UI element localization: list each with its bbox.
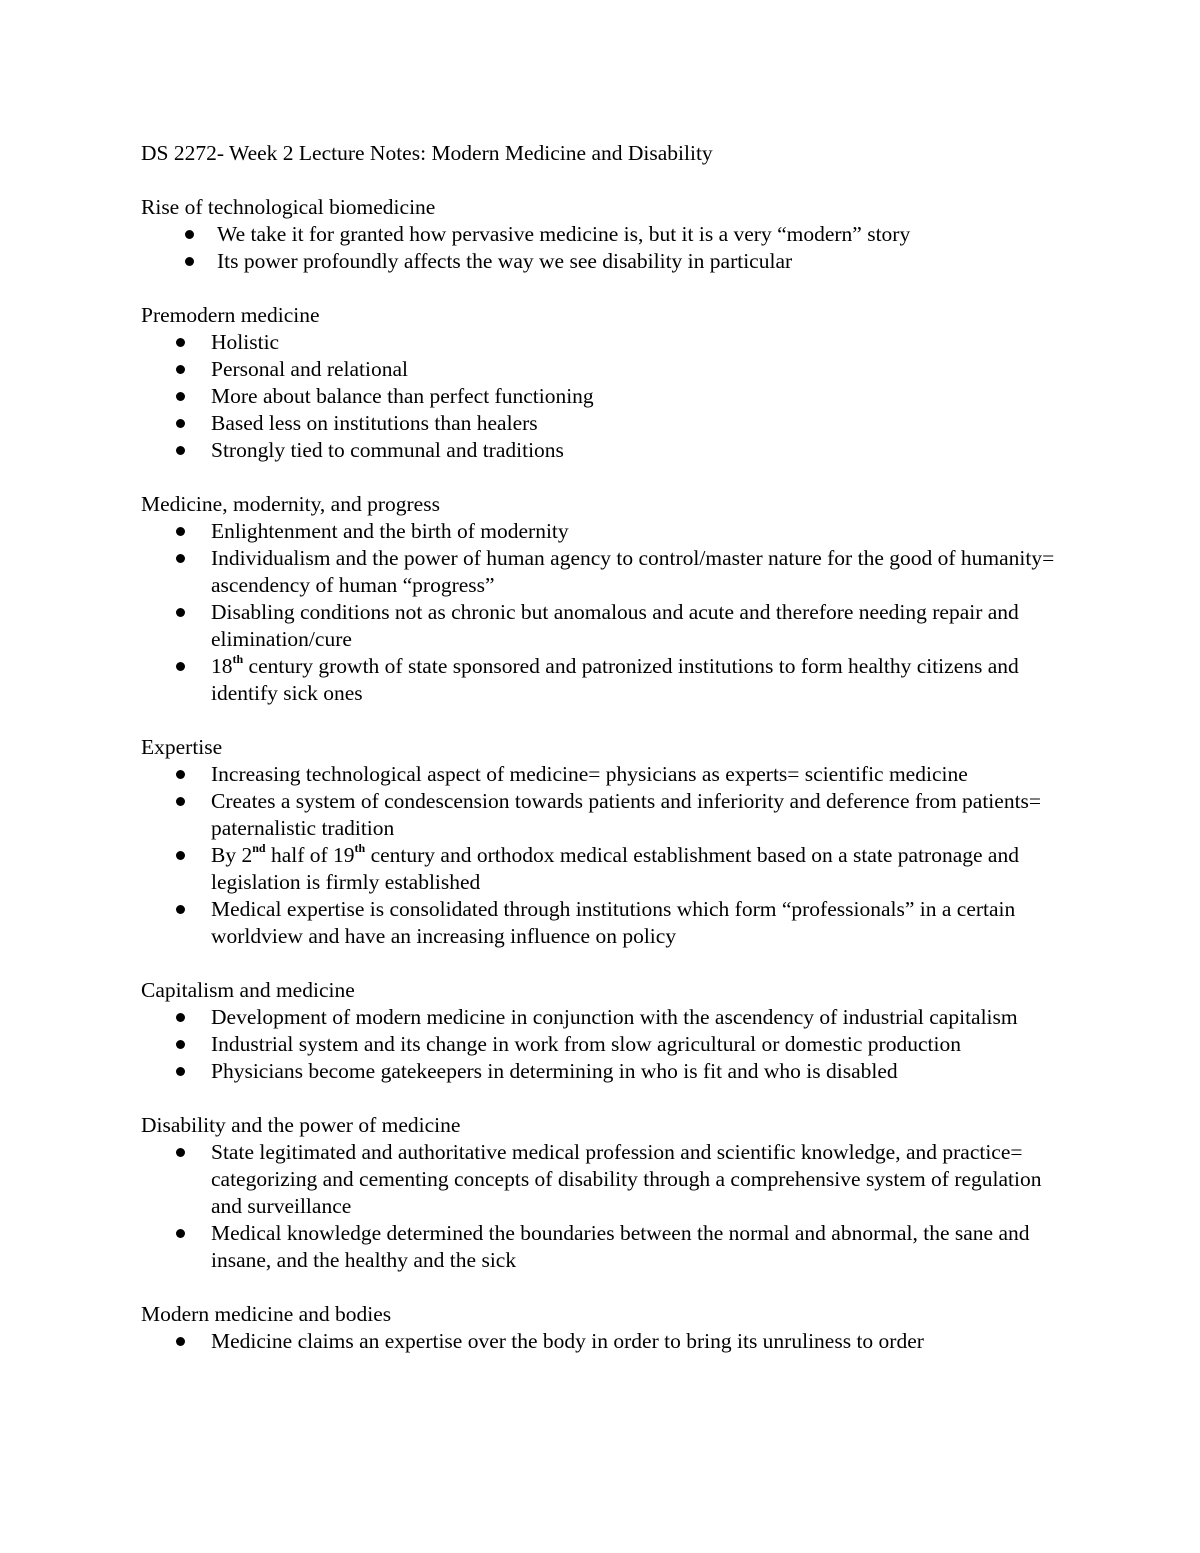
superscript: th <box>354 840 366 855</box>
bullet-icon <box>176 1067 185 1076</box>
section-medicine-modernity-progress <box>141 491 1071 707</box>
bullet-icon <box>176 662 185 671</box>
list-item-text: Industrial system and its change in work from slow agricultural or domestic production <box>211 1032 961 1056</box>
list-item <box>141 1220 1071 1274</box>
list-item <box>141 896 1071 950</box>
list-item <box>141 788 1071 842</box>
list-item-text: Medical knowledge determined the boundaries between the normal and abnormal, the sane and insane, and the healthy and the sick <box>211 1221 1030 1272</box>
bullet-list <box>141 518 1071 707</box>
section-heading: Disability and the power of medicine <box>141 1113 461 1137</box>
bullet-icon <box>176 770 185 779</box>
superscript: nd <box>252 840 266 855</box>
bullet-list <box>141 761 1071 950</box>
list-item-text-start: 18 <box>211 654 233 678</box>
bullet-icon <box>176 419 185 428</box>
bullet-icon <box>176 1148 185 1157</box>
bullet-icon <box>185 257 194 266</box>
section-capitalism-and-medicine <box>141 977 1071 1085</box>
list-item <box>141 383 1071 410</box>
list-item-text-end: century and orthodox medical establishment based on a state patronage and legislation is firmly established <box>211 843 1019 894</box>
list-item <box>141 1328 1071 1355</box>
section-expertise <box>141 734 1071 950</box>
bullet-list <box>141 329 1071 464</box>
list-item-text: Medical expertise is consolidated through institutions which form “professionals” in a certain worldview and have an increasing influence on policy <box>211 897 1016 948</box>
list-item <box>141 653 1071 707</box>
list-item <box>141 761 1071 788</box>
list-item-text: Development of modern medicine in conjunction with the ascendency of industrial capitalism <box>211 1005 1018 1029</box>
bullet-icon <box>176 1013 185 1022</box>
list-item-text: Based less on institutions than healers <box>211 411 538 435</box>
bullet-list <box>141 1328 1071 1355</box>
list-item-text: Strongly tied to communal and traditions <box>211 438 564 462</box>
list-item-text: State legitimated and authoritative medical profession and scientific knowledge, and practice= categorizing and cementing concepts of disability through a comprehensive system of regulation and surveillance <box>211 1140 1042 1218</box>
bullet-icon <box>176 527 185 536</box>
bullet-icon <box>176 608 185 617</box>
bullet-icon <box>176 851 185 860</box>
section-heading: Medicine, modernity, and progress <box>141 492 440 516</box>
bullet-icon <box>176 1229 185 1238</box>
list-item-text: Holistic <box>211 330 280 354</box>
bullet-icon <box>176 392 185 401</box>
list-item-text: Creates a system of condescension towards patients and inferiority and deference from patients= paternalistic tradition <box>211 789 1042 840</box>
section-heading: Modern medicine and bodies <box>141 1302 392 1326</box>
list-item-text-start: By 2 <box>211 843 253 867</box>
bullet-list <box>141 1139 1071 1274</box>
section-heading: Expertise <box>141 735 223 759</box>
section-heading: Premodern medicine <box>141 303 320 327</box>
list-item-text: We take it for granted how pervasive medicine is, but it is a very “modern” story <box>217 222 911 246</box>
bullet-list <box>141 1004 1071 1085</box>
list-item-text-middle: half of 19 <box>265 843 355 867</box>
document-page <box>141 140 1071 1382</box>
section-rise-of-biomedicine <box>141 194 1071 275</box>
list-item-text: Personal and relational <box>211 357 409 381</box>
list-item-text: More about balance than perfect functioning <box>211 384 594 408</box>
list-item <box>141 518 1071 545</box>
superscript: th <box>232 651 244 666</box>
list-item-text: Enlightenment and the birth of modernity <box>211 519 569 543</box>
bullet-icon <box>176 338 185 347</box>
list-item <box>141 221 1071 248</box>
list-item <box>141 599 1071 653</box>
list-item <box>141 356 1071 383</box>
list-item <box>141 248 1071 275</box>
section-heading: Rise of technological biomedicine <box>141 195 436 219</box>
bullet-icon <box>185 230 194 239</box>
bullet-icon <box>176 797 185 806</box>
list-item <box>141 1058 1071 1085</box>
list-item-text: Physicians become gatekeepers in determining in who is fit and who is disabled <box>211 1059 898 1083</box>
list-item <box>141 1031 1071 1058</box>
bullet-list <box>141 221 1071 275</box>
bullet-icon <box>176 1040 185 1049</box>
section-heading: Capitalism and medicine <box>141 978 355 1002</box>
list-item <box>141 1139 1071 1220</box>
list-item-text: Its power profoundly affects the way we see disability in particular <box>217 249 793 273</box>
list-item-text: Disabling conditions not as chronic but anomalous and acute and therefore needing repair and elimination/cure <box>211 600 1019 651</box>
list-item <box>141 1004 1071 1031</box>
list-item <box>141 545 1071 599</box>
list-item-text: Increasing technological aspect of medicine= physicians as experts= scientific medicine <box>211 762 968 786</box>
bullet-icon <box>176 446 185 455</box>
bullet-icon <box>176 365 185 374</box>
list-item-text: Individualism and the power of human agency to control/master nature for the good of humanity= ascendency of human “progress” <box>211 546 1055 597</box>
bullet-icon <box>176 905 185 914</box>
bullet-icon <box>176 1337 185 1346</box>
document-title: DS 2272- Week 2 Lecture Notes: Modern Medicine and Disability <box>141 141 713 165</box>
list-item-text: Medicine claims an expertise over the body in order to bring its unruliness to order <box>211 1329 924 1353</box>
section-premodern-medicine <box>141 302 1071 464</box>
list-item-text-end: century growth of state sponsored and patronized institutions to form healthy citizens and identify sick ones <box>211 654 1019 705</box>
bullet-icon <box>176 554 185 563</box>
section-disability-and-power <box>141 1112 1071 1274</box>
list-item <box>141 842 1071 896</box>
list-item <box>141 437 1071 464</box>
list-item <box>141 410 1071 437</box>
list-item <box>141 329 1071 356</box>
section-modern-medicine-and-bodies <box>141 1301 1071 1355</box>
